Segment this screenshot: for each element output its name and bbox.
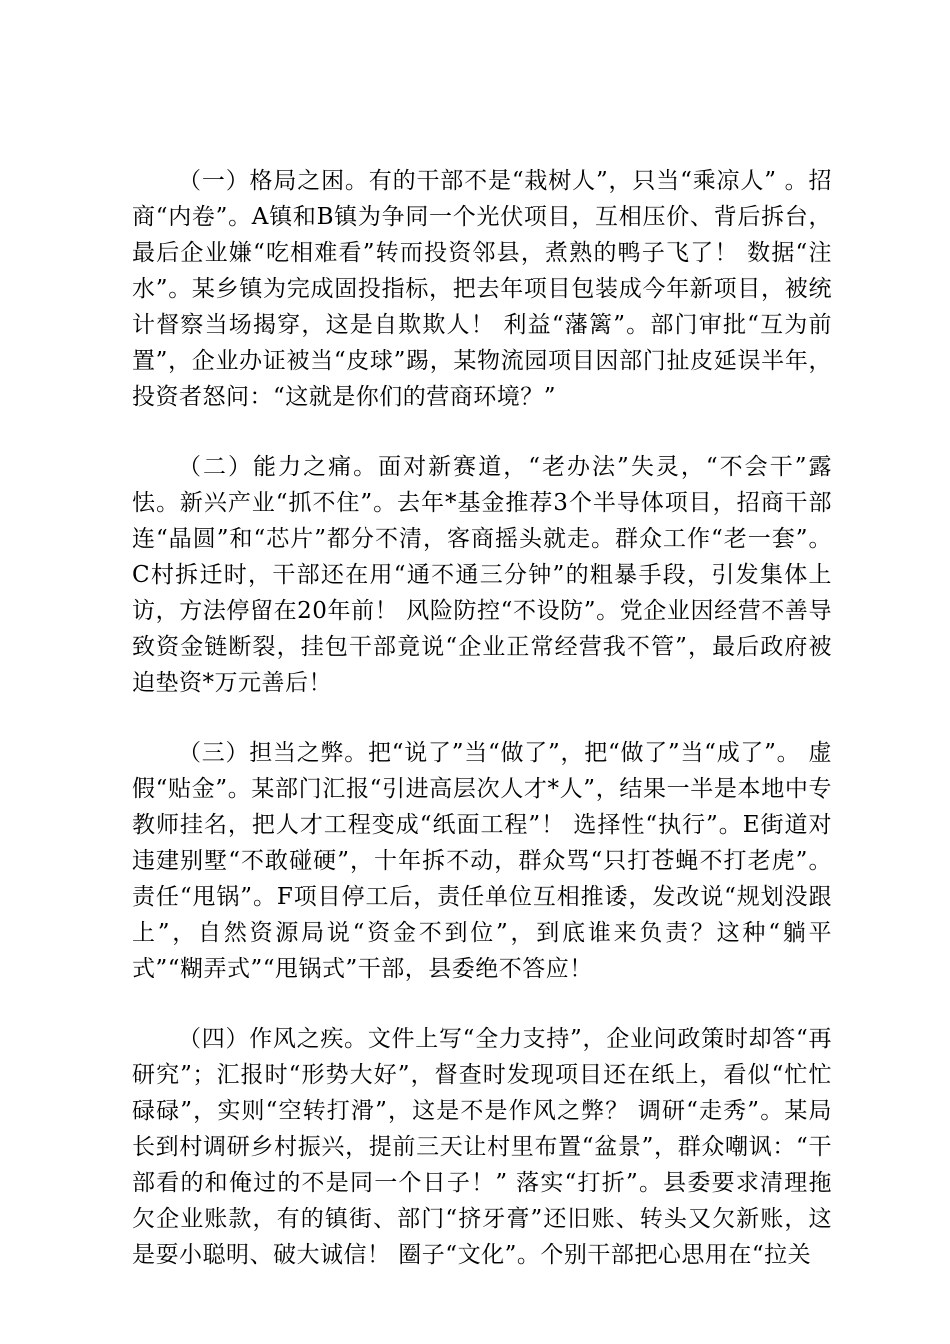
paragraph-responsibility-malpractice: （三）担当之弊。把“说了”当“做了”，把“做了”当“成了”。 虚假“贴金”。某部门汇报“引进高层次人才*人”，结果一半是本地中专教师挂名，把人才工程变成“纸面工程”！ 选择性“执行”。E街道对违建别墅“不敢碰硬”，十年拆不动，群众骂“只打苍蝇不打老虎”。责任“甩锅”。F项目停工后，责任单位互相推诿，发改说“规划没跟上”，自然资源局说“资金不到位”，到底谁来负责？这种“躺平式”“糊弄式”“甩锅式”干部，县委绝不答应！ — [132, 740, 832, 982]
paragraph-capability-pain: （二）能力之痛。面对新赛道，“老办法”失灵，“不会干”露怯。新兴产业“抓不住”。去年*基金推荐3个半导体项目，招商干部连“晶圆”和“芯片”都分不清，客商摇头就走。群众工作“老一套”。C村拆迁时，干部还在用“通不通三分钟”的粗暴手段，引发集体上访，方法停留在20年前！ 风险防控“不设防”。党企业因经营不善导致资金链断裂，挂包干部竟说“企业正常经营我不管”，最后政府被迫垫资*万元善后！ — [132, 454, 832, 696]
document-body — [132, 163, 832, 1273]
paragraph-pattern-dilemma: （一）格局之困。有的干部不是“栽树人”，只当“乘凉人” 。招商“内卷”。A镇和B镇为争同一个光伏项目，互相压价、背后拆台，最后企业嫌“吃相难看”转而投资邻县，煮熟的鸭子飞了！ 数据“注水”。某乡镇为完成固投指标，把去年项目包装成今年新项目，被统计督察当场揭穿，这是自欺欺人！ 利益“藩篱”。部门审批“互为前置”，企业办证被当“皮球”踢，某物流园项目因部门扯皮延误半年，投资者怒问：“这就是你们的营商环境？” — [132, 168, 832, 410]
paragraph-work-style-problem: （四）作风之疾。文件上写“全力支持”，企业问政策时却答“再研究”；汇报时“形势大好”，督查时发现项目还在纸上，看似“忙忙碌碌”，实则“空转打滑”，这是不是作风之弊？ 调研“走秀”。某局长到村调研乡村振兴，提前三天让村里布置“盆景”，群众嘲讽：“干部看的和俺过的不是同一个日子！” 落实“打折”。县委要求清理拖欠企业账款，有的镇街、部门“挤牙膏”还旧账、转头又欠新账，这是耍小聪明、破大诚信！ 圈子“文化”。个别干部把心思用在“拉关 — [132, 1026, 832, 1268]
